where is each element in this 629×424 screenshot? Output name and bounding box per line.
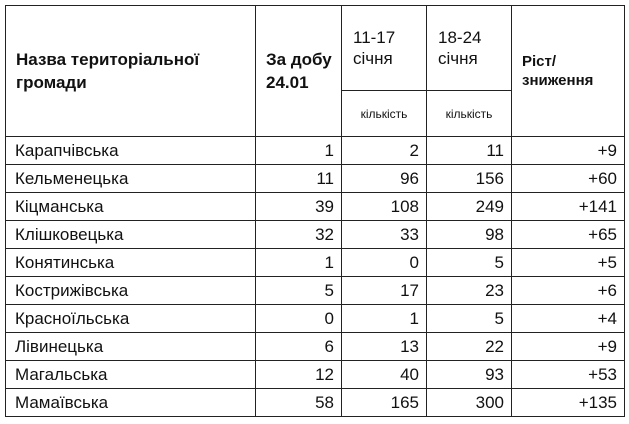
table-row xyxy=(6,277,625,305)
change-cell: +5 xyxy=(512,249,625,277)
community-name-cell: Мамаївська xyxy=(6,389,256,417)
week-1-count-cell: 1 xyxy=(342,305,427,333)
change-cell: +141 xyxy=(512,193,625,221)
community-name-cell: Лівинецька xyxy=(6,333,256,361)
per-day-cell: 1 xyxy=(256,249,342,277)
week-2-count-cell: 249 xyxy=(427,193,512,221)
week-1-count-cell: 96 xyxy=(342,165,427,193)
per-day-cell: 0 xyxy=(256,305,342,333)
table-row xyxy=(6,305,625,333)
per-day-cell: 32 xyxy=(256,221,342,249)
table-row xyxy=(6,193,625,221)
per-day-cell: 6 xyxy=(256,333,342,361)
week-1-count-cell: 17 xyxy=(342,277,427,305)
table-row xyxy=(6,249,625,277)
community-name-cell: Кострижівська xyxy=(6,277,256,305)
community-name-cell: Конятинська xyxy=(6,249,256,277)
week-2-count-cell: 5 xyxy=(427,305,512,333)
header-community-name: Назва територіальної громади xyxy=(6,6,256,137)
table-row xyxy=(6,389,625,417)
change-cell: +60 xyxy=(512,165,625,193)
week-2-count-cell: 98 xyxy=(427,221,512,249)
header-per-day: За добу 24.01 xyxy=(256,6,342,137)
week-1-count-cell: 40 xyxy=(342,361,427,389)
header-week-2: 18-24 січня xyxy=(427,6,512,91)
per-day-cell: 1 xyxy=(256,137,342,165)
per-day-cell: 11 xyxy=(256,165,342,193)
community-name-cell: Магальська xyxy=(6,361,256,389)
per-day-cell: 5 xyxy=(256,277,342,305)
change-cell: +9 xyxy=(512,333,625,361)
change-cell: +53 xyxy=(512,361,625,389)
table-row xyxy=(6,361,625,389)
per-day-cell: 58 xyxy=(256,389,342,417)
week-2-count-cell: 22 xyxy=(427,333,512,361)
change-cell: +6 xyxy=(512,277,625,305)
week-1-count-cell: 2 xyxy=(342,137,427,165)
week-2-count-cell: 11 xyxy=(427,137,512,165)
week-2-count-cell: 300 xyxy=(427,389,512,417)
table-row xyxy=(6,137,625,165)
table-row xyxy=(6,221,625,249)
week-1-count-cell: 13 xyxy=(342,333,427,361)
table-body xyxy=(6,137,625,417)
week-2-count-cell: 93 xyxy=(427,361,512,389)
change-cell: +9 xyxy=(512,137,625,165)
change-cell: +4 xyxy=(512,305,625,333)
header-change: Ріст/ зниження xyxy=(512,6,625,137)
per-day-cell: 12 xyxy=(256,361,342,389)
change-cell: +65 xyxy=(512,221,625,249)
community-name-cell: Карапчівська xyxy=(6,137,256,165)
week-1-count-cell: 0 xyxy=(342,249,427,277)
table-row xyxy=(6,333,625,361)
week-1-count-cell: 108 xyxy=(342,193,427,221)
community-name-cell: Кіцманська xyxy=(6,193,256,221)
week-2-count-cell: 5 xyxy=(427,249,512,277)
week-2-count-cell: 23 xyxy=(427,277,512,305)
community-name-cell: Кельменецька xyxy=(6,165,256,193)
table-row xyxy=(6,165,625,193)
covid-cases-table xyxy=(5,5,625,417)
change-cell: +135 xyxy=(512,389,625,417)
community-name-cell: Клішковецька xyxy=(6,221,256,249)
subheader-week-2-count: кількість xyxy=(427,91,512,137)
subheader-week-1-count: кількість xyxy=(342,91,427,137)
week-1-count-cell: 33 xyxy=(342,221,427,249)
header-row xyxy=(6,6,625,91)
week-2-count-cell: 156 xyxy=(427,165,512,193)
header-week-1: 11-17 січня xyxy=(342,6,427,91)
per-day-cell: 39 xyxy=(256,193,342,221)
week-1-count-cell: 165 xyxy=(342,389,427,417)
community-name-cell: Красноїльська xyxy=(6,305,256,333)
